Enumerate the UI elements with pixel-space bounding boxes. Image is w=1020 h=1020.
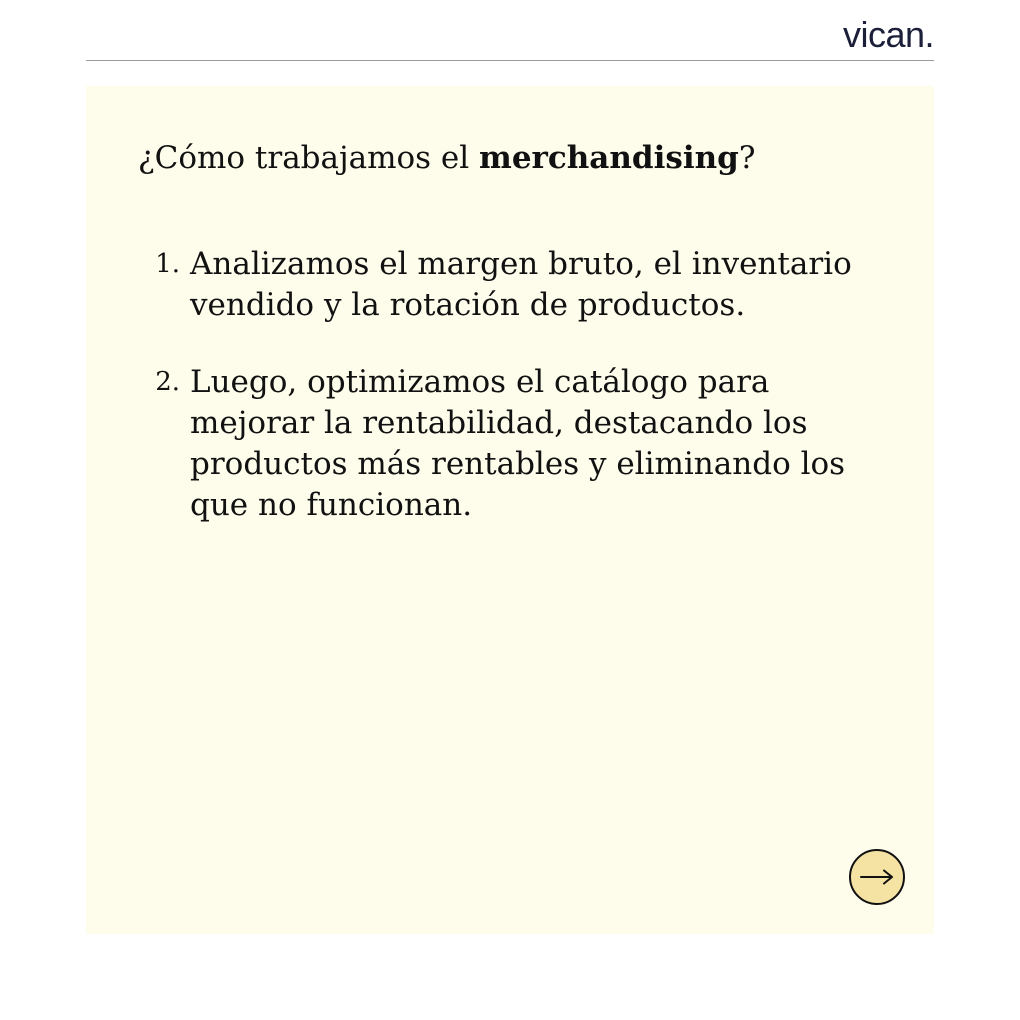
steps-list [155,244,890,562]
next-button[interactable] [849,849,905,905]
page-title [138,136,755,180]
header-divider [86,60,934,61]
arrow-right-icon [860,869,894,885]
step-number: 1. [155,249,180,279]
content-card [86,86,934,934]
title-prefix: ¿Cómo trabajamos el [138,140,480,176]
step-number: 2. [155,367,180,397]
title-suffix: ? [738,140,756,176]
list-item [155,362,890,526]
step-text: Luego, optimizamos el catálogo para mejorar la rentabilidad, destacando los productos más rentables y eliminando los que no funcionan. [190,364,846,523]
brand-logo: vican. [842,14,934,55]
list-item [155,244,890,326]
title-highlight: merchandising [479,140,739,176]
step-text: Analizamos el margen bruto, el inventario vendido y la rotación de productos. [190,246,852,323]
